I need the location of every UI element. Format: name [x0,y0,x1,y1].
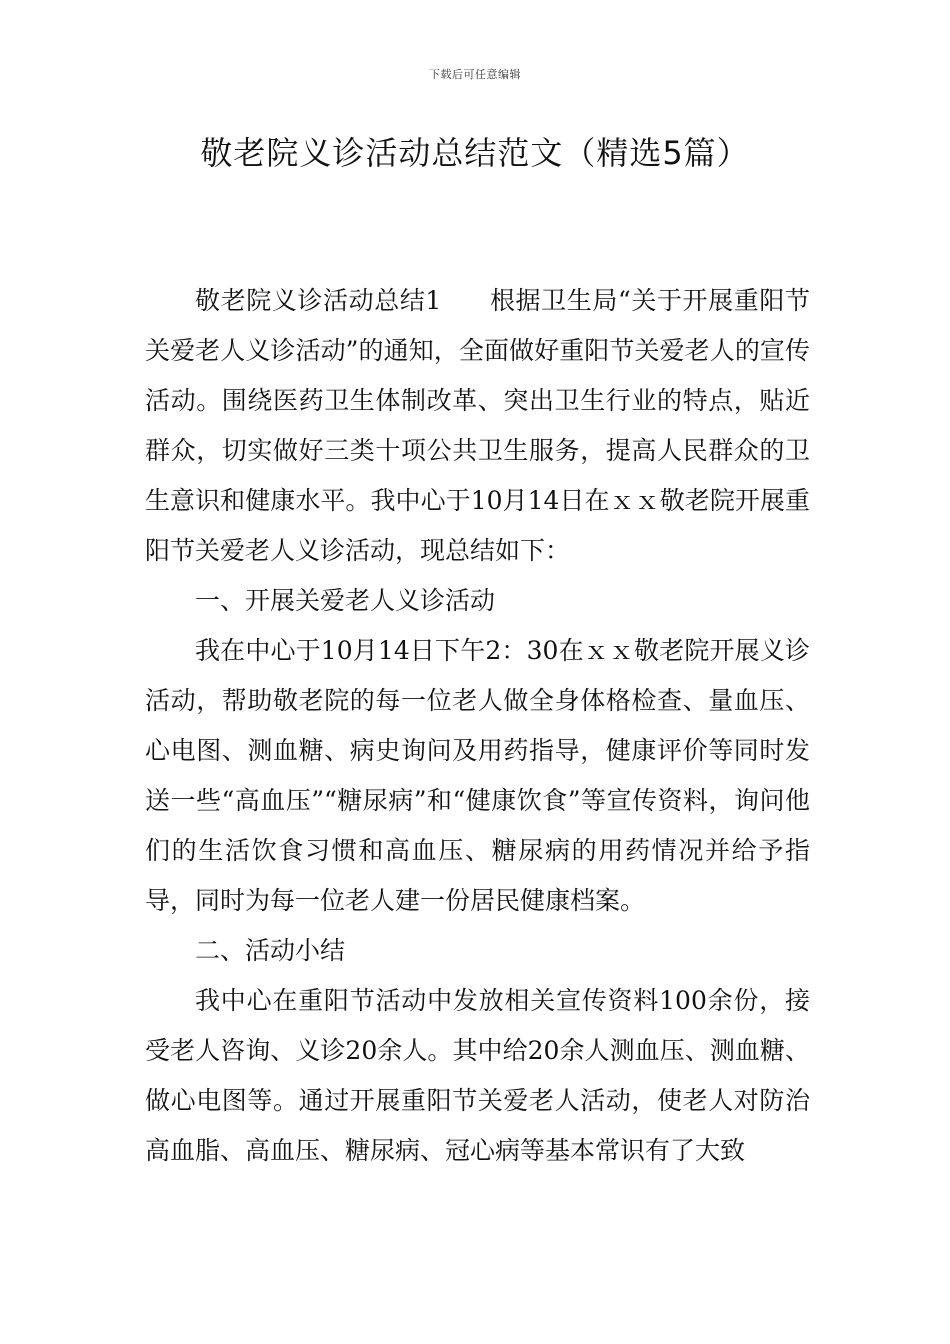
section-heading-1: 一、开展关爱老人义诊活动 [195,586,496,615]
document-body [145,276,810,1176]
document-title: 敬老院义诊活动总结范文（精选5篇） [200,134,750,172]
paragraph-1 [145,276,810,576]
section-heading-2: 二、活动小结 [195,936,346,965]
paragraph-text: 根据卫生局“关于开展重阳节关爱老人义诊活动”的通知，全面做好重阳节关爱老人的宣传活动。围绕医药卫生体制改革、突出卫生行业的特点，贴近群众，切实做好三类十项公共卫生服务，提高人民群众的卫生意识和健康水平。我中心于10月14日在ｘｘ敬老院开展重阳节关爱老人义诊活动，现总结如下： [145,286,810,565]
header-note: 下载后可任意编辑 [429,68,521,81]
paragraph-3: 我中心在重阳节活动中发放相关宣传资料100余份，接受老人咨询、义诊20余人。其中给20余人测血压、测血糖、做心电图等。通过开展重阳节关爱老人活动，使老人对防治高血脂、高血压、糖尿病、冠心病等基本常识有了大致 [145,986,810,1165]
paragraph-2: 我在中心于10月14日下午2：30在ｘｘ敬老院开展义诊活动，帮助敬老院的每一位老人做全身体格检查、量血压、心电图、测血糖、病史询问及用药指导，健康评价等同时发送一些“高血压”“糖尿病”和“健康饮食”等宣传资料，询问他们的生活饮食习惯和高血压、糖尿病的用药情况并给予指导，同时为每一位老人建一份居民健康档案。 [145,636,810,915]
section-lead: 敬老院义诊活动总结1 [195,286,442,315]
